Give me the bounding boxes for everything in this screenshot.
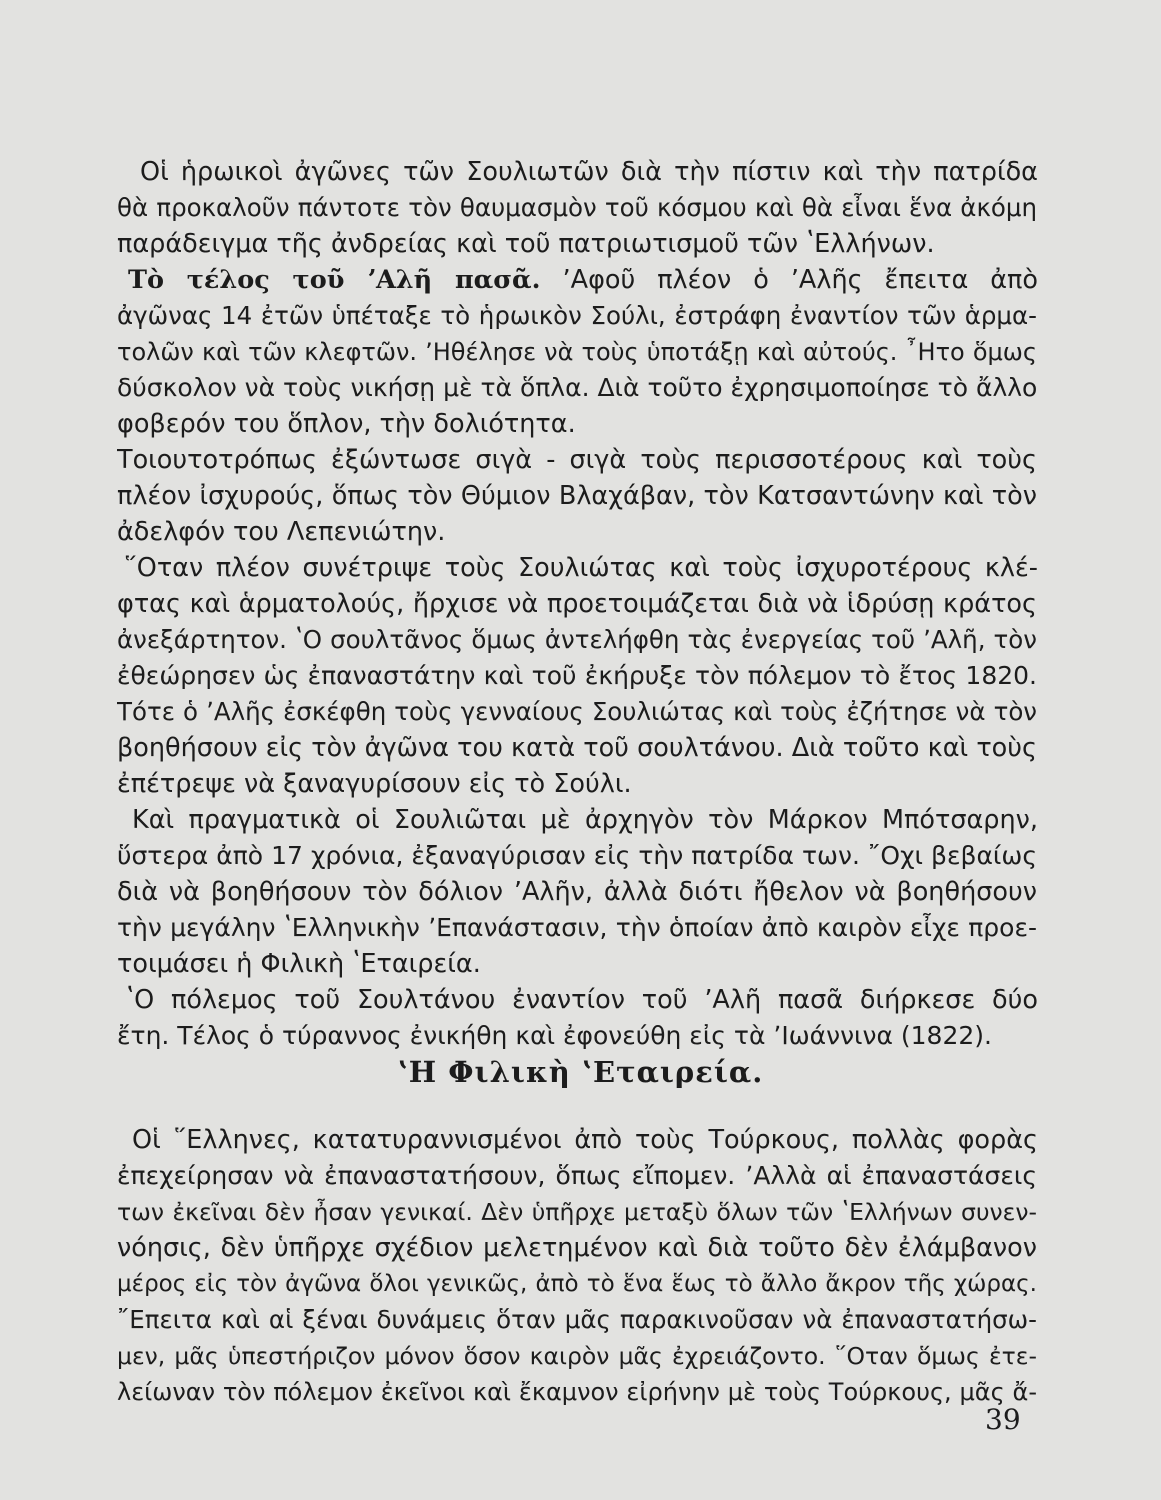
subheading-line [128, 262, 1038, 298]
text-line: ʽΟ πόλεμος τοῦ Σουλτάνου ἐναντίον τοῦ ʼΑλῆ πασᾶ διήρκεσε δύο [126, 985, 1038, 1015]
text-line: ῞Οταν πλέον συνέτριψε τοὺς Σουλιώτας καὶ τοὺς ἰσχυροτέρους κλέ- [124, 553, 1038, 583]
text-line: βοηθήσουν εἰς τὸν ἀγῶνα του κατὰ τοῦ σουλτάνου. Διὰ τοῦτο καὶ τοὺς [117, 733, 1037, 763]
text-line: ἐπέτρεψε νὰ ξαναγυρίσουν εἰς τὸ Σούλι. [117, 769, 632, 799]
section-heading: ʽΗ Φιλικὴ ʽΕταιρεία. [397, 1055, 764, 1089]
page-number: 39 [985, 1403, 1021, 1436]
text-line: τὴν μεγάλην ʽΕλληνικὴν ʼΕπανάστασιν, τὴν ὁποίαν ἀπὸ καιρὸν εἶχε προε- [117, 913, 1037, 942]
text-line: νόησις, δὲν ὑπῆρχε σχέδιον μελετημένον καὶ διὰ τοῦτο δὲν ἐλάμβανον [117, 1233, 1037, 1263]
text-line: διὰ νὰ βοηθήσουν τὸν δόλιον ʼΑλῆν, ἀλλὰ διότι ἤθελον νὰ βοηθήσουν [117, 877, 1037, 907]
text-line: ἐπεχείρησαν νὰ ἐπαναστατήσουν, ὅπως εἴπομεν. ʼΑλλὰ αἱ ἐπαναστάσεις [117, 1161, 1037, 1190]
text-run: ʼΑφοῦ πλέον ὁ ʼΑλῆς ἔπειτα ἀπὸ [540, 265, 1038, 295]
text-line: φοβερόν του ὅπλον, τὴν δολιότητα. [117, 409, 576, 439]
text-line: Τοιουτοτρόπως ἐξώντωσε σιγὰ - σιγὰ τοὺς περισσοτέρους καὶ τοὺς [117, 445, 1037, 475]
text-line: τοιμάσει ἡ Φιλικὴ ʽΕταιρεία. [117, 949, 481, 979]
text-line: μέρος εἰς τὸν ἀγῶνα ὅλοι γενικῶς, ἀπὸ τὸ ἕνα ἕως τὸ ἄλλο ἄκρον τῆς χώρας. [117, 1271, 1037, 1297]
text-line: δύσκολον νὰ τοὺς νικήσῃ μὲ τὰ ὅπλα. Διὰ τοῦτο ἐχρησιμοποίησε τὸ ἄλλο [117, 373, 1037, 402]
text-line: ἔτη. Τέλος ὁ τύραννος ἐνικήθη καὶ ἐφονεύθη εἰς τὰ ʼΙωάννινα (1822). [117, 1021, 992, 1050]
text-line: Τότε ὁ ʼΑλῆς ἐσκέφθη τοὺς γενναίους Σουλιώτας καὶ τοὺς ἐζήτησε νὰ τὸν [117, 697, 1037, 726]
text-line: των ἐκεῖναι δὲν ἦσαν γενικαί. Δὲν ὑπῆρχε μεταξὺ ὅλων τῶν ʽΕλλήνων συνεν- [117, 1198, 1037, 1226]
text-line: πλέον ἰσχυρούς, ὅπως τὸν Θύμιον Βλαχάβαν, τὸν Κατσαντώνην καὶ τὸν [117, 481, 1037, 511]
inline-subheading: Τὸ τέλος τοῦ ʼΑλῆ πασᾶ. [128, 265, 541, 295]
text-line: φτας καὶ ἁρματολούς, ἤρχισε νὰ προετοιμάζεται διὰ νὰ ἱδρύσῃ κράτος [117, 589, 1037, 619]
text-line: ἀνεξάρτητον. ʽΟ σουλτᾶνος ὅμως ἀντελήφθη τὰς ἐνεργείας τοῦ ʼΑλῆ, τὸν [117, 625, 1037, 654]
text-line: θὰ προκαλοῦν πάντοτε τὸν θαυμασμὸν τοῦ κόσμου καὶ θὰ εἶναι ἕνα ἀκόμη [117, 193, 1037, 222]
text-line: Οἱ ῞Ελληνες, κατατυραννισμένοι ἀπὸ τοὺς Τούρκους, πολλὰς φορὰς [132, 1125, 1038, 1155]
text-line: ὕστερα ἀπὸ 17 χρόνια, ἐξαναγύρισαν εἰς τὴν πατρίδα των. ῎Οχι βεβαίως [117, 841, 1037, 870]
text-line: τολῶν καὶ τῶν κλεφτῶν. ʼΗθέλησε νὰ τοὺς ὑποτάξῃ καὶ αὐτούς. ῏Ητο ὅμως [117, 338, 1037, 366]
text-line: ἀδελφόν του Λεπενιώτην. [117, 517, 446, 547]
text-line: Καὶ πραγματικὰ οἱ Σουλιῶται μὲ ἀρχηγὸν τὸν Μάρκον Μπότσαρην, [132, 805, 1038, 835]
text-line: ῎Επειτα καὶ αἱ ξέναι δυνάμεις ὅταν μᾶς παρακινοῦσαν νὰ ἐπαναστατήσω- [117, 1305, 1037, 1334]
text-line: ἀγῶνας 14 ἐτῶν ὑπέταξε τὸ ἡρωικὸν Σούλι, ἐστράφη ἐναντίον τῶν ἁρμα- [117, 301, 1037, 330]
text-line: παράδειγμα τῆς ἀνδρείας καὶ τοῦ πατριωτισμοῦ τῶν ʽΕλλήνων. [117, 229, 935, 259]
text-line: ἐθεώρησεν ὡς ἐπαναστάτην καὶ τοῦ ἐκήρυξε τὸν πόλεμον τὸ ἔτος 1820. [117, 661, 1037, 690]
text-line: μεν, μᾶς ὑπεστήριζον μόνον ὅσον καιρὸν μᾶς ἐχρειάζοντο. ῞Οταν ὅμως ἐτε- [117, 1342, 1037, 1370]
text-line: λείωναν τὸν πόλεμον ἐκεῖνοι καὶ ἔκαμνον εἰρήνην μὲ τοὺς Τούρκους, μᾶς ἄ- [117, 1378, 1037, 1406]
text-line: Οἱ ἡρωικοὶ ἀγῶνες τῶν Σουλιωτῶν διὰ τὴν πίστιν καὶ τὴν πατρίδα [140, 157, 1038, 187]
